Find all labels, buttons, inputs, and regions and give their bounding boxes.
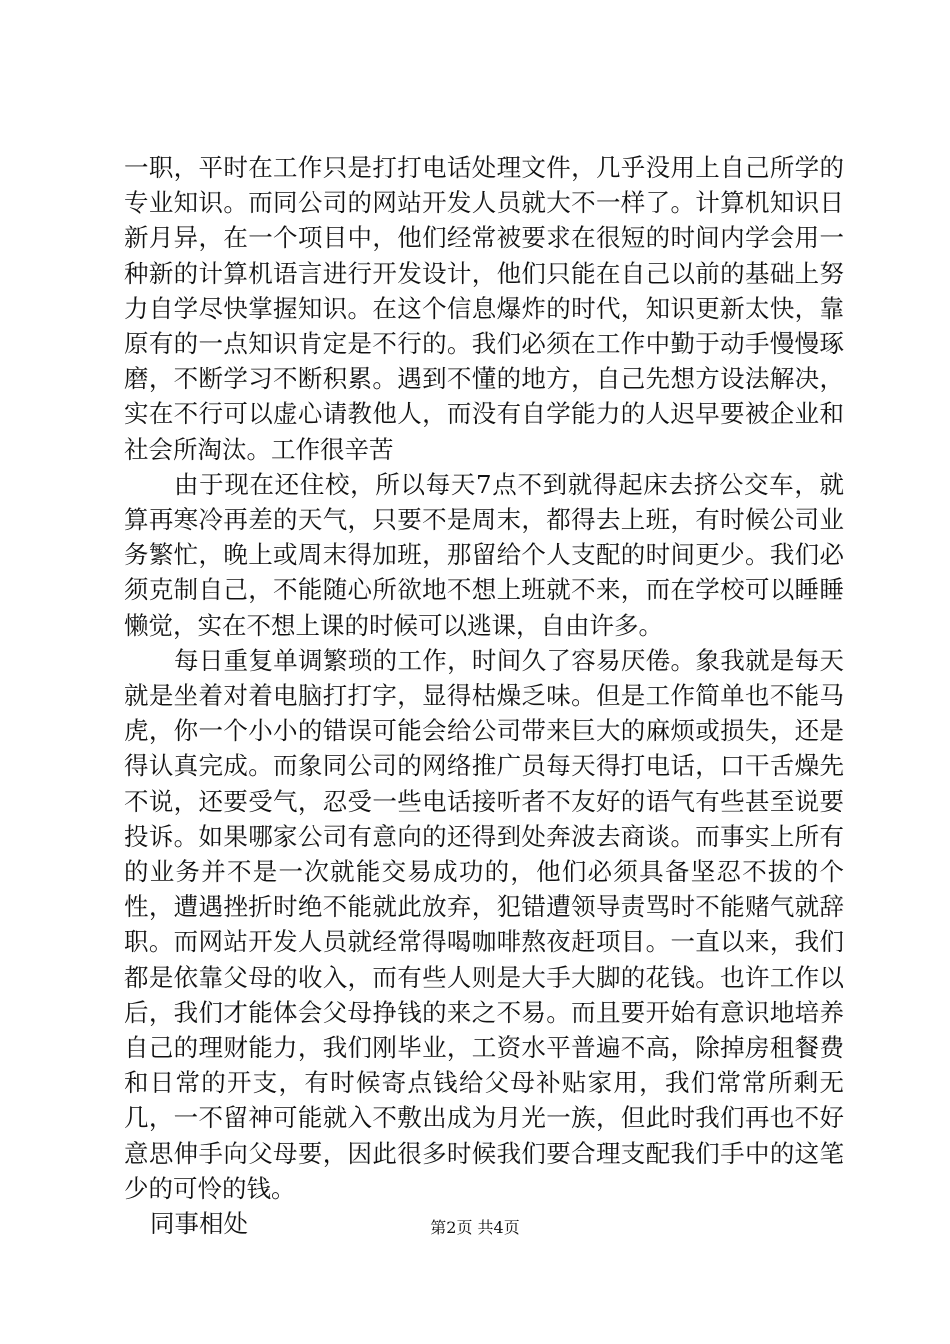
section-heading: 同事相处	[150, 1209, 248, 1239]
paragraph-daily-work: 每日重复单调繁琐的工作，时间久了容易厌倦。象我就是每天就是坐着对着电脑打打字，显得枯燥乏味。但是工作简单也不能马虎，你一个小小的错误可能会给公司带来巨大的麻烦或损失，还是得认真完成。而象同公司的网络推广员每天得打电话，口干舌燥先不说，还要受气，忍受一些电话接听者不友好的语气有些甚至说要投诉。如果哪家公司有意向的还得到处奔波去商谈。而事实上所有的业务并不是一次就能交易成功的，他们必须具备坚忍不拔的个性，遭遇挫折时绝不能就此放弃，犯错遭领导责骂时不能赌气就辞职。而网站开发人员就经常得喝咖啡熬夜赶项目。一直以来，我们都是依靠父母的收入，而有些人则是大手大脚的花钱。也许工作以后，我们才能体会父母挣钱的来之不易。而且要开始有意识地培养自己的理财能力，我们刚毕业，工资水平普遍不高，除掉房租餐费和日常的开支，有时候寄点钱给父母补贴家用，我们常常所剩无几，一不留神可能就入不敷出成为月光一族，但此时我们再也不好意思伸手向父母要，因此很多时候我们要合理支配我们手中的这笔少的可怜的钱。	[124, 645, 844, 1203]
paragraph-continued: 一职，平时在工作只是打打电话处理文件，几乎没用上自己所学的专业知识。而同公司的网站开发人员就大不一样了。计算机知识日新月异，在一个项目中，他们经常被要求在很短的时间内学会用一种新的计算机语言进行开发设计，他们只能在自己以前的基础上努力自学尽快掌握知识。在这个信息爆炸的时代，知识更新太快，靠原有的一点知识肯定是不行的。我们必须在工作中勤于动手慢慢琢磨，不断学习不断积累。遇到不懂的地方，自己先想方设法解决，实在不行可以虚心请教他人，而没有自学能力的人迟早要被企业和社会所淘汰。工作很辛苦	[124, 153, 844, 464]
document-body	[124, 150, 844, 1241]
paragraph-commute: 由于现在还住校，所以每天7点不到就得起床去挤公交车，就算再寒冷再差的天气，只要不是周末，都得去上班，有时候公司业务繁忙，晚上或周末得加班，那留给个人支配的时间更少。我们必须克制自己，不能随心所欲地不想上班就不来，而在学校可以睡睡懒觉，实在不想上课的时候可以逃课，自由许多。	[124, 469, 844, 640]
page-number-footer: 第2页 共4页	[430, 1218, 520, 1237]
